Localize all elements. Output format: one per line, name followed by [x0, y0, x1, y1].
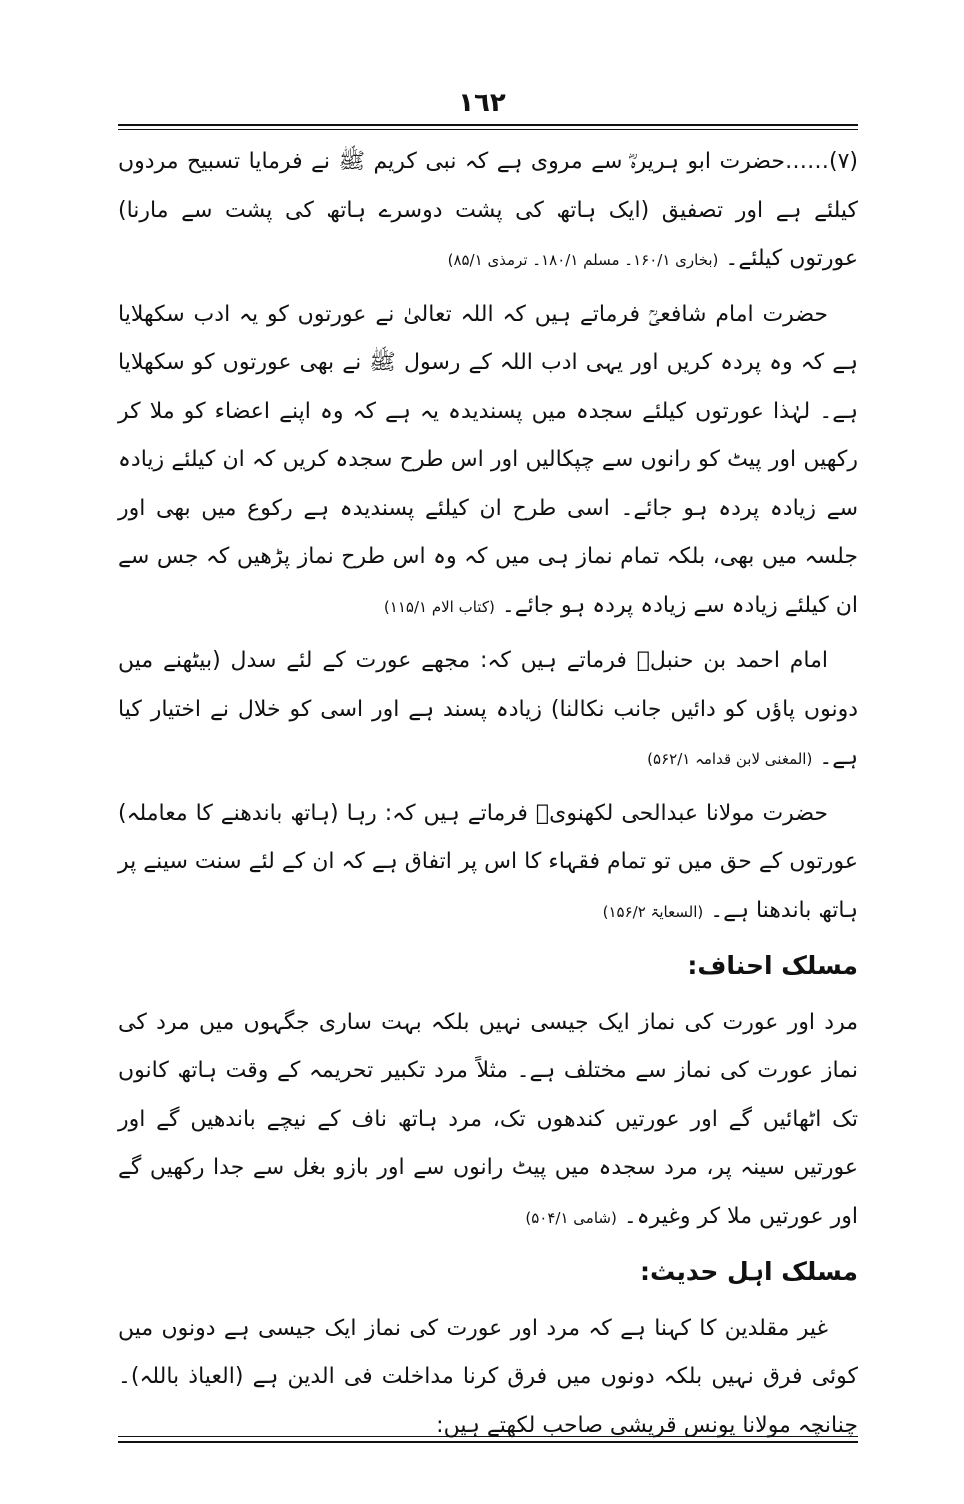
page-number: ١٦٢ [458, 88, 506, 118]
hadith-reference: (بخاری ۱۶۰/۱۔ مسلم ۱۸۰/۱۔ ترمذی ۸۵/۱) [447, 251, 719, 269]
ahnaf-reference: (شامی ۵۰۴/۱) [525, 1208, 617, 1227]
lakhnawi-reference: (السعایۃ ۱۵۶/۲) [602, 902, 704, 921]
lakhnawi-text: حضرت مولانا عبدالحی لکھنویؒ فرماتے ہیں کہ: رہا (ہاتھ باندھنے کا معاملہ) عورتوں کے حق میں تو تمام فقہاء کا اس پر اتفاق ہے کہ ان کے لئے سنت سینے پر ہاتھ باندھنا ہے۔ [118, 800, 858, 923]
ahnaf-text: مرد اور عورت کی نماز ایک جیسی نہیں بلکہ بہت ساری جگہوں میں مرد کی نماز عورت کی نماز سے مختلف ہے۔ مثلاً مرد تکبیر تحریمہ کے وقت ہاتھ کانوں تک اٹھائیں گے اور عورتیں کندھوں تک، مرد ہاتھ ناف کے نیچے باندھیں گے اور عورتیں سینہ پر، مرد سجدہ میں پیٹ رانوں سے اور بازو بغل سے جدا رکھیں گے اور عورتیں ملا کر وغیرہ۔ [118, 1009, 858, 1229]
shafii-text: حضرت امام شافعیؒ فرماتے ہیں کہ اللہ تعالیٰ نے عورتوں کو یہ ادب سکھلایا ہے کہ وہ پردہ کریں اور یہی ادب اللہ کے رسول ﷺ نے بھی عورتوں کو سکھلایا ہے۔ لہٰذا عورتوں کیلئے سجدہ میں پسندیدہ یہ ہے کہ وہ اپنے اعضاء کو ملا کر رکھیں اور پیٹ کو رانوں سے چپکالیں اور اس طرح سجدہ کریں کہ ان کیلئے زیادہ سے زیادہ پردہ ہو جائے۔ اسی طرح ان کیلئے پسندیدہ ہے رکوع میں بھی اور جلسہ میں بھی، بلکہ تمام نماز ہی میں کہ وہ اس طرح نماز پڑھیں کہ جس سے ان کیلئے زیادہ سے زیادہ پردہ ہو جائے۔ [118, 301, 858, 618]
ahnaf-paragraph [118, 999, 858, 1243]
hanbal-paragraph [118, 637, 858, 784]
shafii-paragraph [118, 291, 858, 632]
ahl-hadith-text: غیر مقلدین کا کہنا ہے کہ مرد اور عورت کی نماز ایک جیسی ہے دونوں میں کوئی فرق نہیں بلکہ دونوں میں فرق کرنا مداخلت فی الدین ہے (العیاذ باللہ)۔ چنانچہ مولانا یونس قریشی صاحب لکھتے ہیں: [118, 1315, 858, 1438]
footer-rule-top [118, 1436, 858, 1437]
shafii-reference: (کتاب الام ۱۱۵/۱) [383, 597, 495, 616]
footer-rule-bottom [118, 1441, 858, 1443]
ahl-hadith-paragraph [118, 1305, 858, 1451]
hanbal-reference: (المغنی لابن قدامہ ۵۶۲/۱) [647, 750, 813, 768]
lakhnawi-paragraph [118, 790, 858, 937]
hanbal-text: امام احمد بن حنبلؒ فرماتے ہیں کہ: مجھے عورت کے لئے سدل (بیٹھنے میں دونوں پاؤں کو دائیں جانب نکالنا) زیادہ پسند ہے اور اسی کو خلال نے اختیار کیا ہے۔ [118, 648, 858, 770]
hadith-text: (۷)……حضرت ابو ہریرہؓ سے مروی ہے کہ نبی کریم ﷺ نے فرمایا تسبیح مردوں کیلئے ہے اور تصفیق (ایک ہاتھ کی پشت دوسرے ہاتھ کی پشت سے مارنا) عورتوں کیلئے۔ [118, 149, 858, 271]
page-body [118, 138, 858, 1456]
header-rule-top [118, 124, 858, 126]
heading-ahnaf: مسلک احناف: [687, 951, 858, 980]
header-rule-bottom [118, 129, 858, 130]
heading-ahl-hadith: مسلک اہل حدیث: [640, 1257, 858, 1286]
hadith-paragraph [118, 138, 858, 285]
